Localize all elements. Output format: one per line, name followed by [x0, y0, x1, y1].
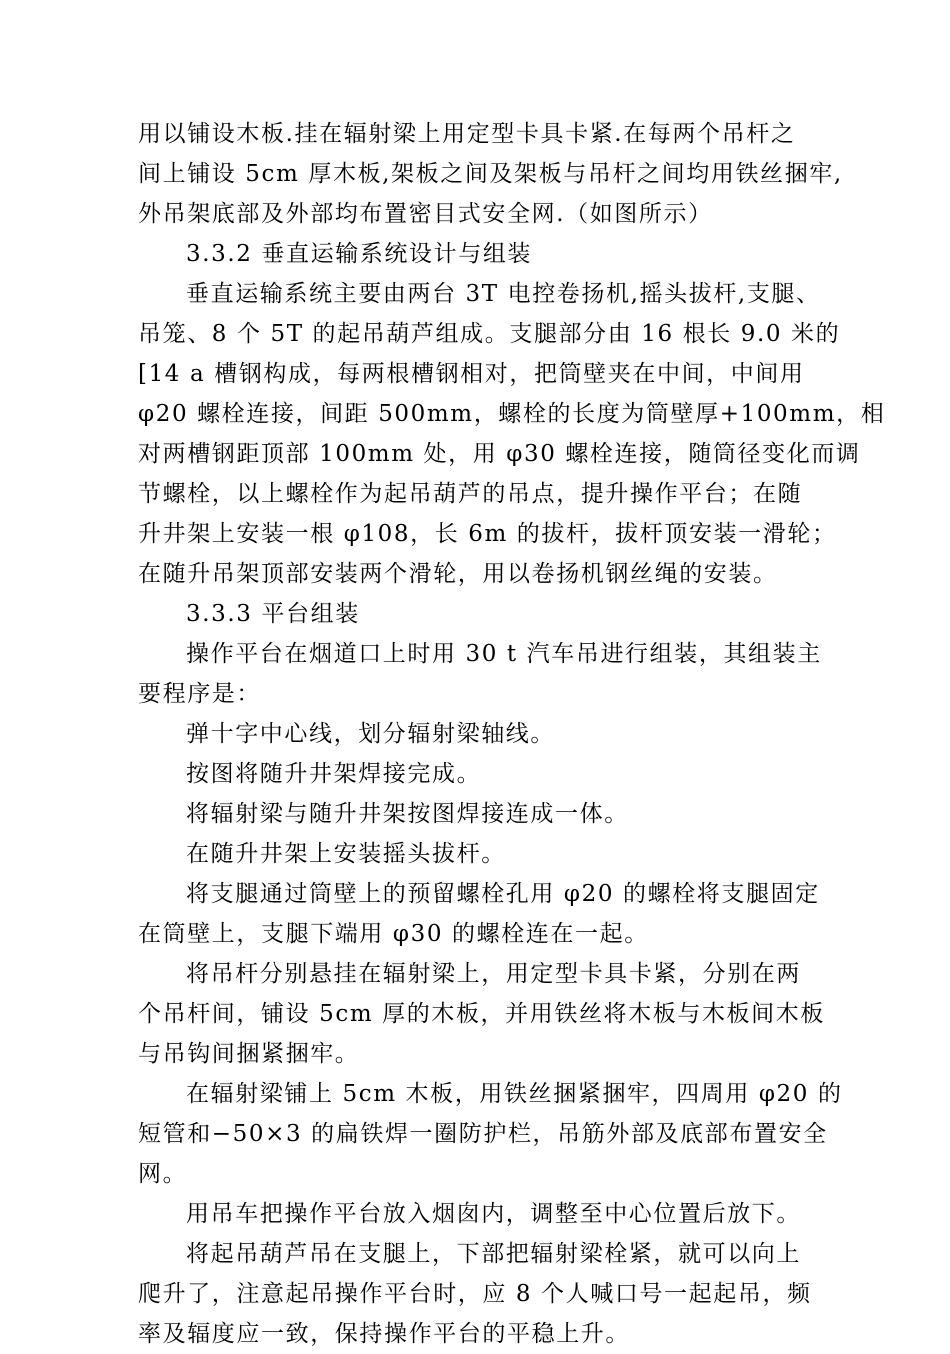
text-line: 用以铺设木板.挂在辐射梁上用定型卡具卡紧.在每两个吊杆之 — [138, 121, 796, 147]
assembly-step-7 — [138, 1074, 850, 1194]
text-line: 短管和−50×3 的扁铁焊一圈防护栏，吊筋外部及底部布置安全 — [138, 1121, 828, 1147]
assembly-step-4: 在随升井架上安装摇头拔杆。 — [186, 841, 506, 867]
text-line: 垂直运输系统主要由两台 3T 电控卷扬机,摇头拔杆,支腿、 — [186, 281, 821, 307]
text-line: 将支腿通过筒壁上的预留螺栓孔用 φ20 的螺栓将支腿固定 — [186, 881, 820, 907]
assembly-step-2: 按图将随升井架焊接完成。 — [186, 761, 482, 787]
text-line: 吊笼、8 个 5T 的起吊葫芦组成。支腿部分由 16 根长 9.0 米的 — [138, 321, 841, 347]
assembly-step-5 — [138, 874, 850, 954]
text-line: 节螺栓，以上螺栓作为起吊葫芦的吊点，提升操作平台；在随 — [138, 481, 803, 507]
text-line: 升井架上安装一根 φ108，长 6m 的拔杆，拔杆顶安装一滑轮； — [138, 521, 837, 547]
document-body — [138, 114, 886, 1354]
text-line: 操作平台在烟道口上时用 30 t 汽车吊进行组装，其组装主 — [186, 641, 822, 667]
text-line: 在辐射梁铺上 5cm 木板，用铁丝捆紧捆牢，四周用 φ20 的 — [186, 1081, 843, 1107]
assembly-step-6 — [138, 954, 850, 1074]
text-line: 将吊杆分别悬挂在辐射梁上，用定型卡具卡紧，分别在两 — [186, 961, 801, 987]
text-line: 外吊架底部及外部均布置密目式安全网.（如图所示） — [138, 201, 713, 227]
text-line: 在随升吊架顶部安装两个滑轮，用以卷扬机钢丝绳的安装。 — [138, 561, 778, 587]
text-line: 网。 — [138, 1161, 188, 1187]
assembly-step-9 — [138, 1234, 850, 1354]
paragraph-hanger-boards — [138, 114, 850, 234]
section-heading-3-3-3: 3.3.3 平台组装 — [186, 601, 360, 627]
text-line: 率及辐度应一致，保持操作平台的平稳上升。 — [138, 1321, 630, 1347]
text-line: [14 a 槽钢构成，每两根槽钢相对，把筒壁夹在中间，中间用 — [138, 361, 805, 387]
assembly-step-3: 将辐射梁与随升井架按图焊接连成一体。 — [186, 801, 629, 827]
text-line: 在筒壁上，支腿下端用 φ30 的螺栓连在一起。 — [138, 921, 649, 947]
assembly-step-1: 弹十字中心线，划分辐射梁轴线。 — [186, 721, 555, 747]
text-line: 对两槽钢距顶部 100mm 处，用 φ30 螺栓连接，随筒径变化而调 — [138, 441, 861, 467]
paragraph-platform-assembly — [138, 634, 850, 714]
text-line: 与吊钩间捆紧捆牢。 — [138, 1041, 360, 1067]
text-line: 要程序是： — [138, 681, 261, 707]
section-heading-3-3-2: 3.3.2 垂直运输系统设计与组装 — [186, 241, 533, 267]
paragraph-vertical-transport — [138, 274, 886, 594]
text-line: 间上铺设 5cm 厚木板,架板之间及架板与吊杆之间均用铁丝捆牢, — [138, 161, 843, 187]
assembly-step-8: 用吊车把操作平台放入烟囱内，调整至中心位置后放下。 — [186, 1201, 801, 1227]
text-line: 将起吊葫芦吊在支腿上，下部把辐射梁栓紧，就可以向上 — [186, 1241, 801, 1267]
text-line: 爬升了，注意起吊操作平台时，应 8 个人喊口号一起起吊，频 — [138, 1281, 812, 1307]
text-line: 个吊杆间，铺设 5cm 厚的木板，并用铁丝将木板与木板间木板 — [138, 1001, 825, 1027]
text-line: φ20 螺栓连接，间距 500mm，螺栓的长度为筒壁厚+100mm，相 — [138, 401, 886, 427]
